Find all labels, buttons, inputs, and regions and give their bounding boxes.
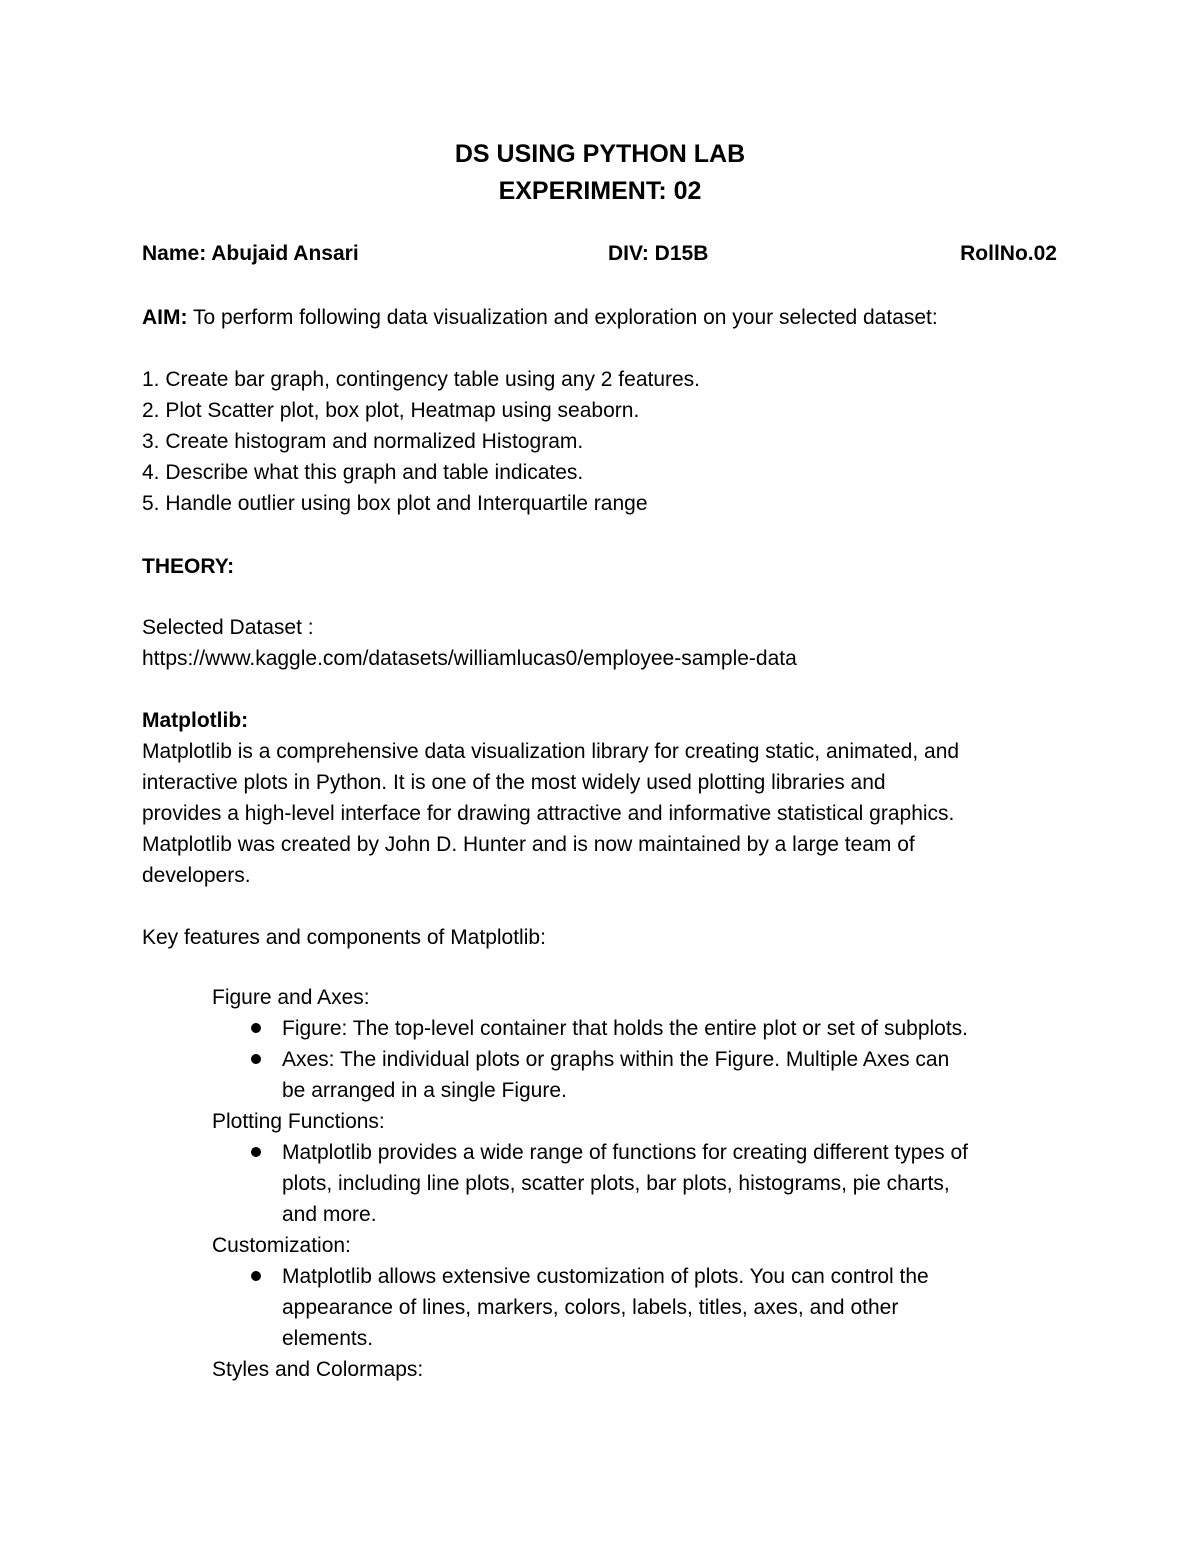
section-title-plotting-functions: Plotting Functions: [212, 1110, 385, 1133]
bullet-line: Axes: The individual plots or graphs within the Figure. Multiple Axes can [282, 1048, 950, 1071]
aim-item: 3. Create histogram and normalized Histogram. [142, 430, 584, 453]
bullet-line: elements. [282, 1327, 374, 1350]
dataset-label: Selected Dataset : [142, 616, 314, 639]
theory-heading: THEORY: [142, 555, 235, 578]
bullet-line: appearance of lines, markers, colors, labels, titles, axes, and other [282, 1296, 899, 1319]
section-title-customization: Customization: [212, 1234, 351, 1257]
aim-item: 4. Describe what this graph and table indicates. [142, 461, 584, 484]
aim-text: To perform following data visualization and exploration on your selected dataset: [187, 306, 938, 329]
bullet-line: plots, including line plots, scatter plots, bar plots, histograms, pie charts, [282, 1172, 950, 1195]
aim-item: 1. Create bar graph, contingency table using any 2 features. [142, 368, 701, 391]
aim-label: AIM: [142, 306, 188, 329]
paragraph-line: interactive plots in Python. It is one of the most widely used plotting libraries and [142, 771, 886, 794]
aim-list [142, 364, 700, 519]
student-div: DIV: D15B [608, 242, 709, 265]
bullet-item [282, 1261, 929, 1354]
paragraph-line: Matplotlib was created by John D. Hunter and is now maintained by a large team of [142, 833, 915, 856]
experiment-title: EXPERIMENT: 02 [498, 177, 702, 205]
bullet-line: Matplotlib allows extensive customization of plots. You can control the [282, 1265, 929, 1288]
section-title-styles-colormaps: Styles and Colormaps: [212, 1358, 424, 1381]
key-features-intro: Key features and components of Matplotlib: [142, 926, 546, 949]
paragraph-line: Matplotlib is a comprehensive data visualization library for creating static, animated, and [142, 740, 960, 763]
bullet-icon [251, 1023, 261, 1033]
bullet-icon [251, 1271, 261, 1281]
bullet-line: Matplotlib provides a wide range of functions for creating different types of [282, 1141, 968, 1164]
bullet-item [282, 1044, 949, 1106]
bullet-line: Figure: The top-level container that holds the entire plot or set of subplots. [282, 1017, 969, 1040]
paragraph-line: developers. [142, 864, 251, 887]
bullet-line: and more. [282, 1203, 377, 1226]
bullet-icon [251, 1147, 261, 1157]
matplotlib-heading: Matplotlib: [142, 709, 249, 732]
aim-item: 2. Plot Scatter plot, box plot, Heatmap using seaborn. [142, 399, 640, 422]
bullet-item [282, 1013, 968, 1044]
matplotlib-paragraph [142, 736, 959, 891]
bullet-item [282, 1137, 968, 1230]
student-rollno: RollNo.02 [960, 242, 1057, 265]
student-name: Name: Abujaid Ansari [142, 242, 359, 265]
document-title: DS USING PYTHON LAB [454, 140, 746, 168]
aim-line [142, 302, 938, 333]
section-title-figure-axes: Figure and Axes: [212, 986, 370, 1009]
bullet-icon [251, 1054, 261, 1064]
paragraph-line: provides a high-level interface for drawing attractive and informative statistical graphics. [142, 802, 955, 825]
dataset-url: https://www.kaggle.com/datasets/williamlucas0/employee-sample-data [142, 647, 797, 670]
aim-item: 5. Handle outlier using box plot and Interquartile range [142, 492, 648, 515]
bullet-line: be arranged in a single Figure. [282, 1079, 567, 1102]
